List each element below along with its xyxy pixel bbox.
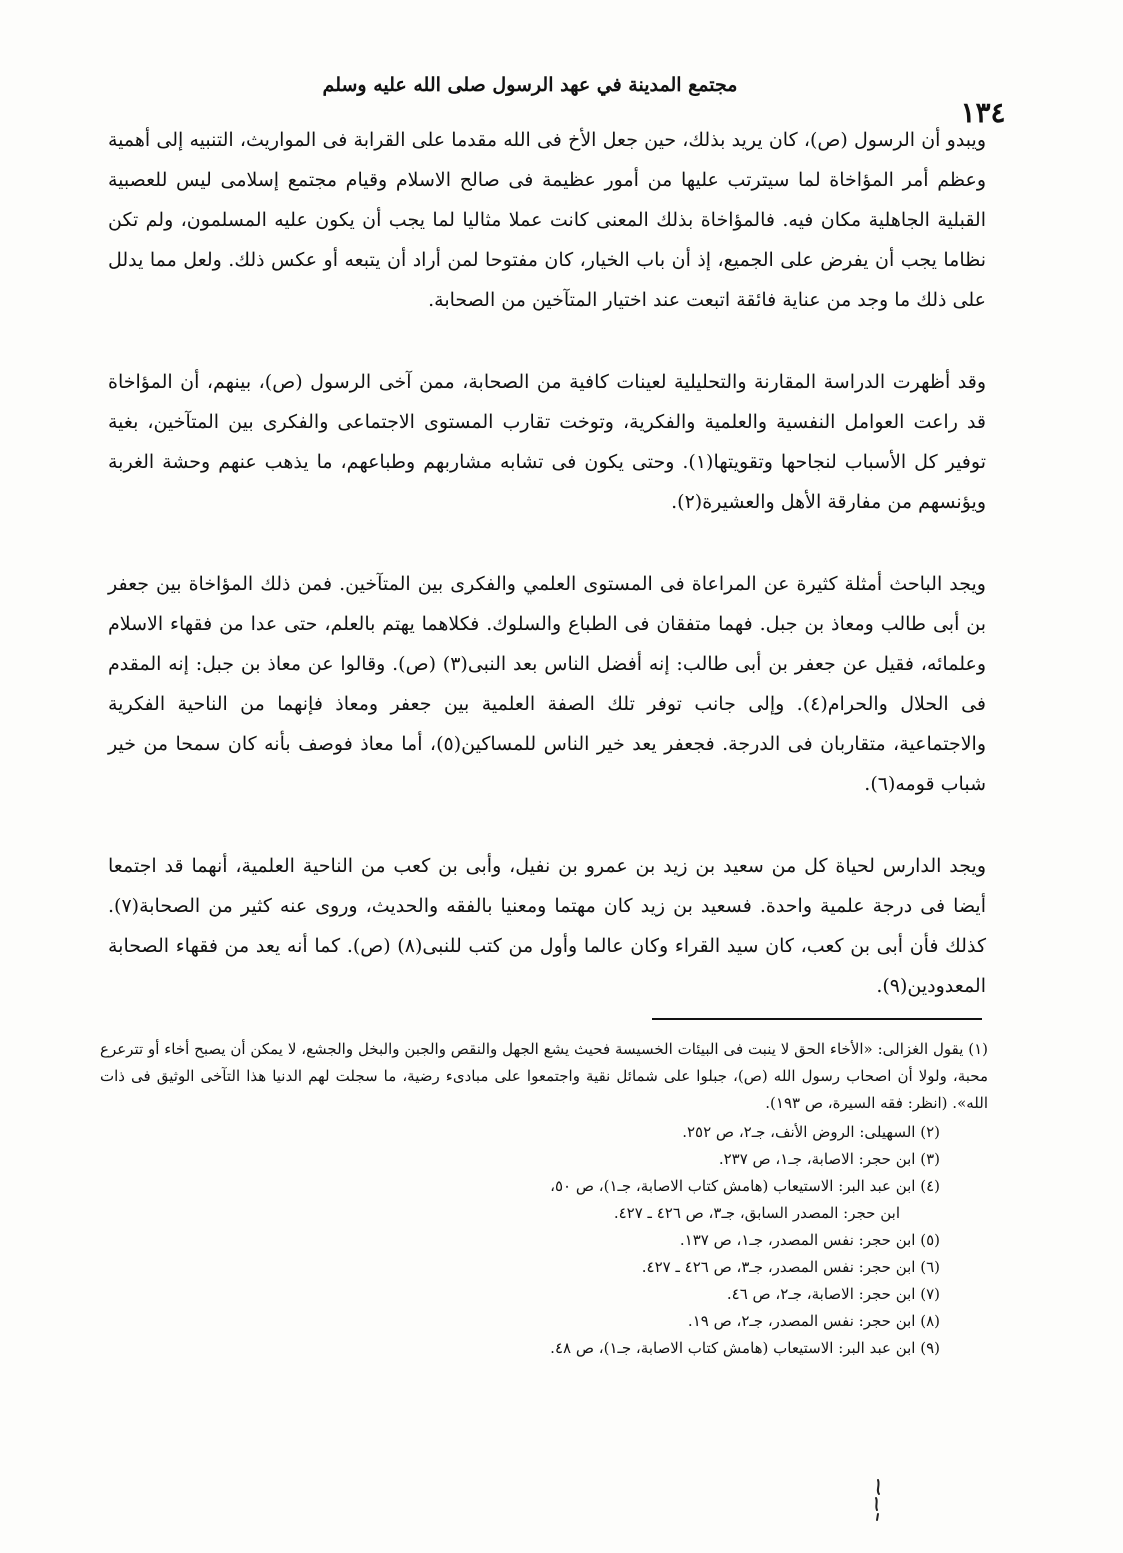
paragraph: ويبدو أن الرسول (ص)، كان يريد بذلك، حين جعل الأخ فى الله مقدما على القرابة فى المواريث، التنبيه إلى أهمية وعظم أمر المؤاخاة لما سيترتب عليها من أمور عظيمة فى صالح الاسلام وقيام مجتمع إسلامى ليس للعصبية القبلية الجاهلية مكان فيه. فالمؤاخاة بذلك المعنى كانت عملا مثاليا لما يجب أن يكون عليه المسلمون، ولم تكن نظاما يجب أن يفرض على الجميع، إذ أن باب الخيار، كان مفتوحا لمن أراد أن يتبعه أو عكس ذلك. ولعل مما يدلل على ذلك ما وجد من عناية فائقة اتبعت عند اختيار المتآخين من الصحابة. (108, 129, 986, 311)
footnote-item: (٢) السهيلى: الروض الأنف، جـ٢، ص ٢٥٢. (682, 1123, 940, 1141)
footnote-item: (٩) ابن عبد البر: الاستيعاب (هامش كتاب الاصابة، جـ١)، ص ٤٨. (550, 1339, 940, 1357)
paragraph: ويجد الباحث أمثلة كثيرة عن المراعاة فى المستوى العلمي والفكرى بين المتآخين. فمن ذلك المؤاخاة بين جعفر بن أبى طالب ومعاذ بن جبل. فهما متفقان فى الطباع والسلوك. فكلاهما يهتم بالعلم، حتى عدا من فقهاء الاسلام وعلمائه، فقيل عن جعفر بن أبى طالب: إنه أفضل الناس بعد النبى(٣) (ص). وقالوا عن معاذ بن جبل: إنه المقدم فى الحلال والحرام(٤). وإلى جانب توفر تلك الصفة العلمية بين جعفر ومعاذ فإنهما من الناحية الفكرية والاجتماعية، متقاربان فى الدرجة. فجعفر يعد خير الناس للمساكين(٥)، أما معاذ فوصف بأنه كان سمحا من خير شباب قومه(٦). (108, 573, 986, 795)
running-header: مجتمع المدينة في عهد الرسول صلى الله عليه وسلم (322, 74, 738, 96)
ink-mark-icon (862, 1478, 892, 1522)
footnote-item: (٥) ابن حجر: نفس المصدر، جـ١، ص ١٣٧. (679, 1231, 940, 1249)
main-text (108, 120, 986, 1006)
paragraph: ويجد الدارس لحياة كل من سعيد بن زيد بن عمرو بن نفيل، وأبى بن كعب من الناحية العلمية، أنهما قد اجتمعا أيضا فى درجة علمية واحدة. فسعيد بن زيد كان مهتما ومعنيا بالفقه والحديث، وروى عنه كثير من الصحابة(٧). كذلك فأن أبى بن كعب، كان سيد القراء وكان عالما وأول من كتب للنبى(٨) (ص). كما أنه يعد من فقهاء الصحابة المعدودين(٩). (108, 855, 986, 997)
footnote-item: ابن حجر: المصدر السابق، جـ٣، ص ٤٢٦ ـ ٤٢٧. (613, 1204, 900, 1222)
footnote-item: (٣) ابن حجر: الاصابة، جـ١، ص ٢٣٧. (718, 1150, 940, 1168)
footnote-item: (١) يقول الغزالى: «الأخاء الحق لا ينبت فى البيئات الخسيسة فحيث يشع الجهل والنقص والجبن والبخل والجشع، لا يمكن أن يصبح أخاء أو تترعرع محبة، ولولا أن اصحاب رسول الله (ص)، جبلوا على شمائل نقية واجتمعوا على مبادىء رضية، ما سجلت لهم الدنيا هذا التآخى الوثيق فى ذات الله». (انظر: فقه السيرة، ص ١٩٣). (100, 1040, 988, 1112)
footnote-separator (652, 1018, 982, 1020)
footnote-item: (٤) ابن عبد البر: الاستيعاب (هامش كتاب الاصابة، جـ١)، ص ٥٠، (550, 1177, 940, 1195)
footnotes (100, 1036, 988, 1362)
paragraph: وقد أظهرت الدراسة المقارنة والتحليلية لعينات كافية من الصحابة، ممن آخى الرسول (ص)، بينهم، أن المؤاخاة قد راعت العوامل النفسية والعلمية والفكرية، وتوخت تقارب المستوى الاجتماعى والفكرى بين المتآخين، بغية توفير كل الأسباب لنجاحها وتقويتها(١). وحتى يكون فى تشابه مشاربهم وطباعهم، ما يذهب عنهم وحشة الغربة ويؤنسهم من مفارقة الأهل والعشيرة(٢). (108, 371, 986, 513)
footnote-list (100, 1119, 988, 1362)
footnote-item: (٦) ابن حجر: نفس المصدر، جـ٣، ص ٤٢٦ ـ ٤٢٧. (641, 1258, 940, 1276)
footnote-item: (٧) ابن حجر: الاصابة، جـ٢، ص ٤٦. (726, 1285, 940, 1303)
page-number: ١٣٤ (960, 96, 1006, 129)
footnote-item: (٨) ابن حجر: نفس المصدر، جـ٢، ص ١٩. (687, 1312, 940, 1330)
